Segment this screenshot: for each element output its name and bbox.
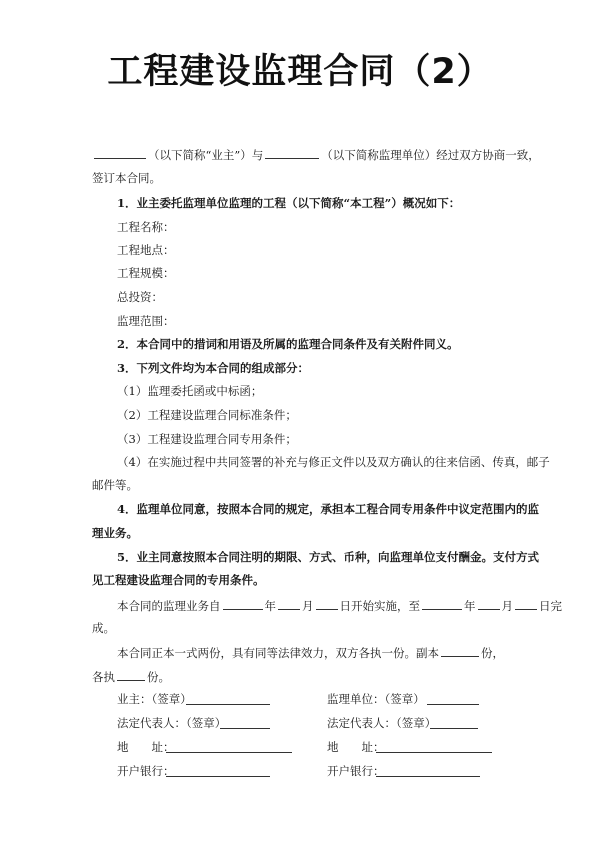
copies-line-1: 本合同正本一式两份，具有同等法律效力，双方各执一份。副本 份， xyxy=(117,646,504,660)
owner-name-blank[interactable] xyxy=(94,147,146,159)
section-5-line-2: 见工程建设监理合同的专用条件。 xyxy=(92,573,265,587)
field-supervision-scope: 监理范围： xyxy=(117,314,175,328)
owner-address-line[interactable] xyxy=(166,752,292,753)
owner-bank-label: 开户银行： xyxy=(117,764,175,778)
intro-line-1: （以下简称“业主”）与 （以下简称监理单位）经过双方协商一致， xyxy=(92,147,540,162)
supervisor-rep-line[interactable] xyxy=(430,728,478,729)
section-2-heading: 2．本合同中的措词和用语及所属的监理合同条件及有关附件同义。 xyxy=(117,337,459,351)
start-year-blank[interactable] xyxy=(223,598,263,610)
copies-line-2: 各执 份。 xyxy=(92,670,170,684)
section-5-line-1: 5．业主同意按照本合同注明的期限、方式、币种，向监理单位支付酬金。支付方式 xyxy=(117,550,539,564)
owner-seal-line[interactable] xyxy=(186,704,270,705)
intro-line-2: 签订本合同。 xyxy=(92,171,161,185)
supervisor-rep-label: 法定代表人：（签章） xyxy=(327,716,437,730)
supervisor-seal-line[interactable] xyxy=(427,704,479,705)
supervisor-address-line[interactable] xyxy=(376,752,492,753)
period-line-2: 成。 xyxy=(92,621,115,635)
section-1-heading: 1．业主委托监理单位监理的工程（以下简称“本工程”）概况如下： xyxy=(117,196,461,210)
doc-item-3: （3）工程建设监理合同专用条件； xyxy=(117,432,297,446)
end-day-blank[interactable] xyxy=(515,598,537,610)
field-project-location: 工程地点： xyxy=(117,243,175,257)
doc-item-1: （1）监理委托函或中标函； xyxy=(117,384,263,398)
supervisor-address-label: 地 址： xyxy=(327,740,385,754)
copies-each-blank[interactable] xyxy=(117,669,145,681)
document-title: 工程建设监理合同（2） xyxy=(107,52,493,92)
copies-count-blank[interactable] xyxy=(441,645,479,657)
start-month-blank[interactable] xyxy=(278,598,300,610)
owner-bank-line[interactable] xyxy=(166,776,270,777)
doc-item-4-line-2: 邮件等。 xyxy=(92,478,138,492)
doc-item-2: （2）工程建设监理合同标准条件； xyxy=(117,408,297,422)
owner-seal-label: 业主：（签章） xyxy=(117,692,192,706)
supervisor-bank-label: 开户银行： xyxy=(327,764,385,778)
field-project-name: 工程名称： xyxy=(117,220,175,234)
section-4-line-2: 理业务。 xyxy=(92,526,138,540)
section-4-line-1: 4．监理单位同意，按照本合同的规定，承担本工程合同专用条件中议定范围内的监 xyxy=(117,502,539,516)
start-day-blank[interactable] xyxy=(316,598,338,610)
supervisor-bank-line[interactable] xyxy=(376,776,480,777)
doc-item-4-line-1: （4）在实施过程中共同签署的补充与修正文件以及双方确认的往来信函、传真，邮子 xyxy=(117,455,550,469)
field-project-scale: 工程规模： xyxy=(117,266,175,280)
supervisor-name-blank[interactable] xyxy=(265,147,319,159)
owner-rep-label: 法定代表人：（签章） xyxy=(117,716,227,730)
supervisor-seal-label: 监理单位：（签章） xyxy=(327,692,425,706)
end-year-blank[interactable] xyxy=(422,598,462,610)
section-3-heading: 3．下列文件均为本合同的组成部分： xyxy=(117,361,309,375)
owner-rep-line[interactable] xyxy=(220,728,270,729)
owner-address-label: 地 址： xyxy=(117,740,175,754)
end-month-blank[interactable] xyxy=(478,598,500,610)
period-line-1: 本合同的监理业务自 年 月 日开始实施，至 年 月 日完 xyxy=(117,599,562,613)
field-total-investment: 总投资： xyxy=(117,290,163,304)
